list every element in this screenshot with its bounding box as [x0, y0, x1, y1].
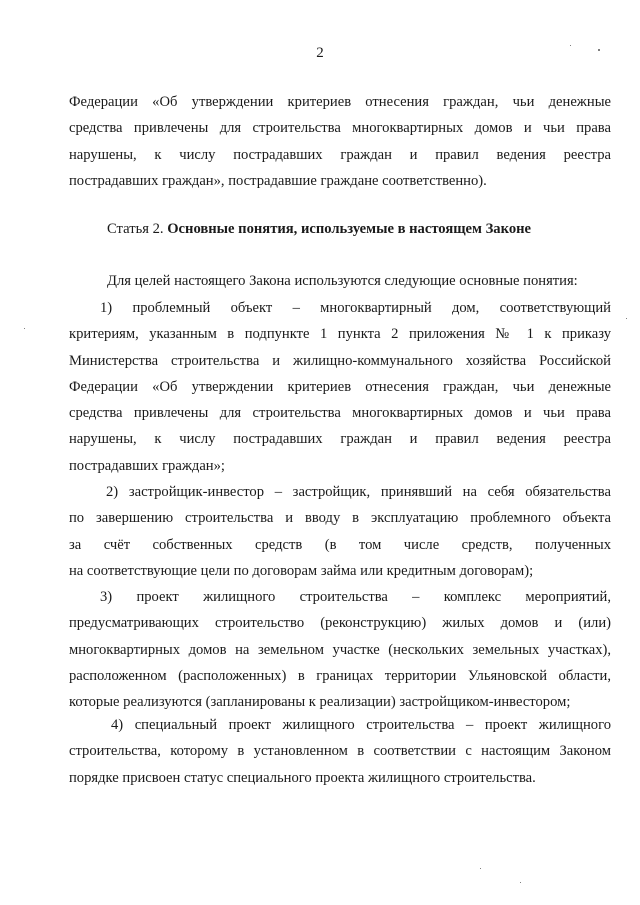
text-line: Федерации «Об утверждении критериев отнесения граждан, чьи денежные: [69, 94, 611, 110]
page-number: 2: [316, 45, 324, 61]
text-line: средства привлечены для строительства многоквартирных домов и чьи права: [69, 405, 611, 422]
text-line: Министерства строительства и жилищно-коммунального хозяйства Российской: [69, 352, 611, 369]
text-line: критериям, указанным в подпункте 1 пункта 2 приложения № 1 к приказу: [69, 326, 611, 343]
lead-paragraph: [107, 268, 611, 294]
text-line: 4) специальный проект жилищного строительства – проект жилищного: [111, 717, 611, 733]
text-line: средства привлечены для строительства многоквартирных домов и чьи права: [69, 120, 611, 137]
text-line: 2) застройщик-инвестор – застройщик, принявший на себя обязательства: [106, 484, 611, 500]
article-prefix: Статья 2.: [107, 221, 164, 237]
text-line: пострадавших граждан»;: [69, 457, 225, 474]
text-line: пострадавших граждан», пострадавшие граждане соответственно).: [69, 172, 487, 189]
text-line: 3) проект жилищного строительства – комплекс мероприятий,: [100, 589, 611, 605]
text-line: 1) проблемный объект – многоквартирный дом, соответствующий: [100, 300, 611, 316]
text-line: Федерации «Об утверждении критериев отнесения граждан, чьи денежные: [69, 378, 611, 395]
article-heading: [107, 219, 531, 239]
article-title: Основные понятия, используемые в настоящем Законе: [167, 221, 531, 237]
text-line: нарушены, к числу пострадавших граждан и правил ведения реестра: [69, 146, 611, 163]
text-line: Для целей настоящего Закона используются следующие основные понятия:: [107, 273, 578, 289]
text-line: многоквартирных домов на земельном участке (нескольких земельных участках),: [69, 641, 611, 658]
definition-item-2: [69, 479, 611, 584]
text-line: за счёт собственных средств (в том числе средств, полученных: [69, 536, 611, 553]
definition-item-3: [69, 584, 611, 715]
text-line: порядке присвоен статус специального проекта жилищного строительства.: [69, 769, 536, 786]
text-line: на соответствующие цели по договорам займа или кредитным договорам);: [69, 562, 534, 579]
text-line: расположенном (расположенных) в границах территории Ульяновской области,: [69, 667, 611, 684]
text-line: которые реализуются (запланированы к реализации) застройщиком-инвестором;: [69, 694, 571, 711]
text-line: нарушены, к числу пострадавших граждан и правил ведения реестра: [69, 431, 611, 448]
text-line: по завершению строительства и вводу в эксплуатацию проблемного объекта: [69, 510, 611, 527]
text-line: строительства, которому в установленном в соответствии с настоящим Законом: [69, 743, 611, 760]
intro-paragraph: [69, 89, 611, 194]
definition-item-4: [69, 712, 611, 791]
definition-item-1: [69, 295, 611, 479]
text-line: предусматривающих строительство (реконструкцию) жилых домов и (или): [69, 615, 611, 632]
